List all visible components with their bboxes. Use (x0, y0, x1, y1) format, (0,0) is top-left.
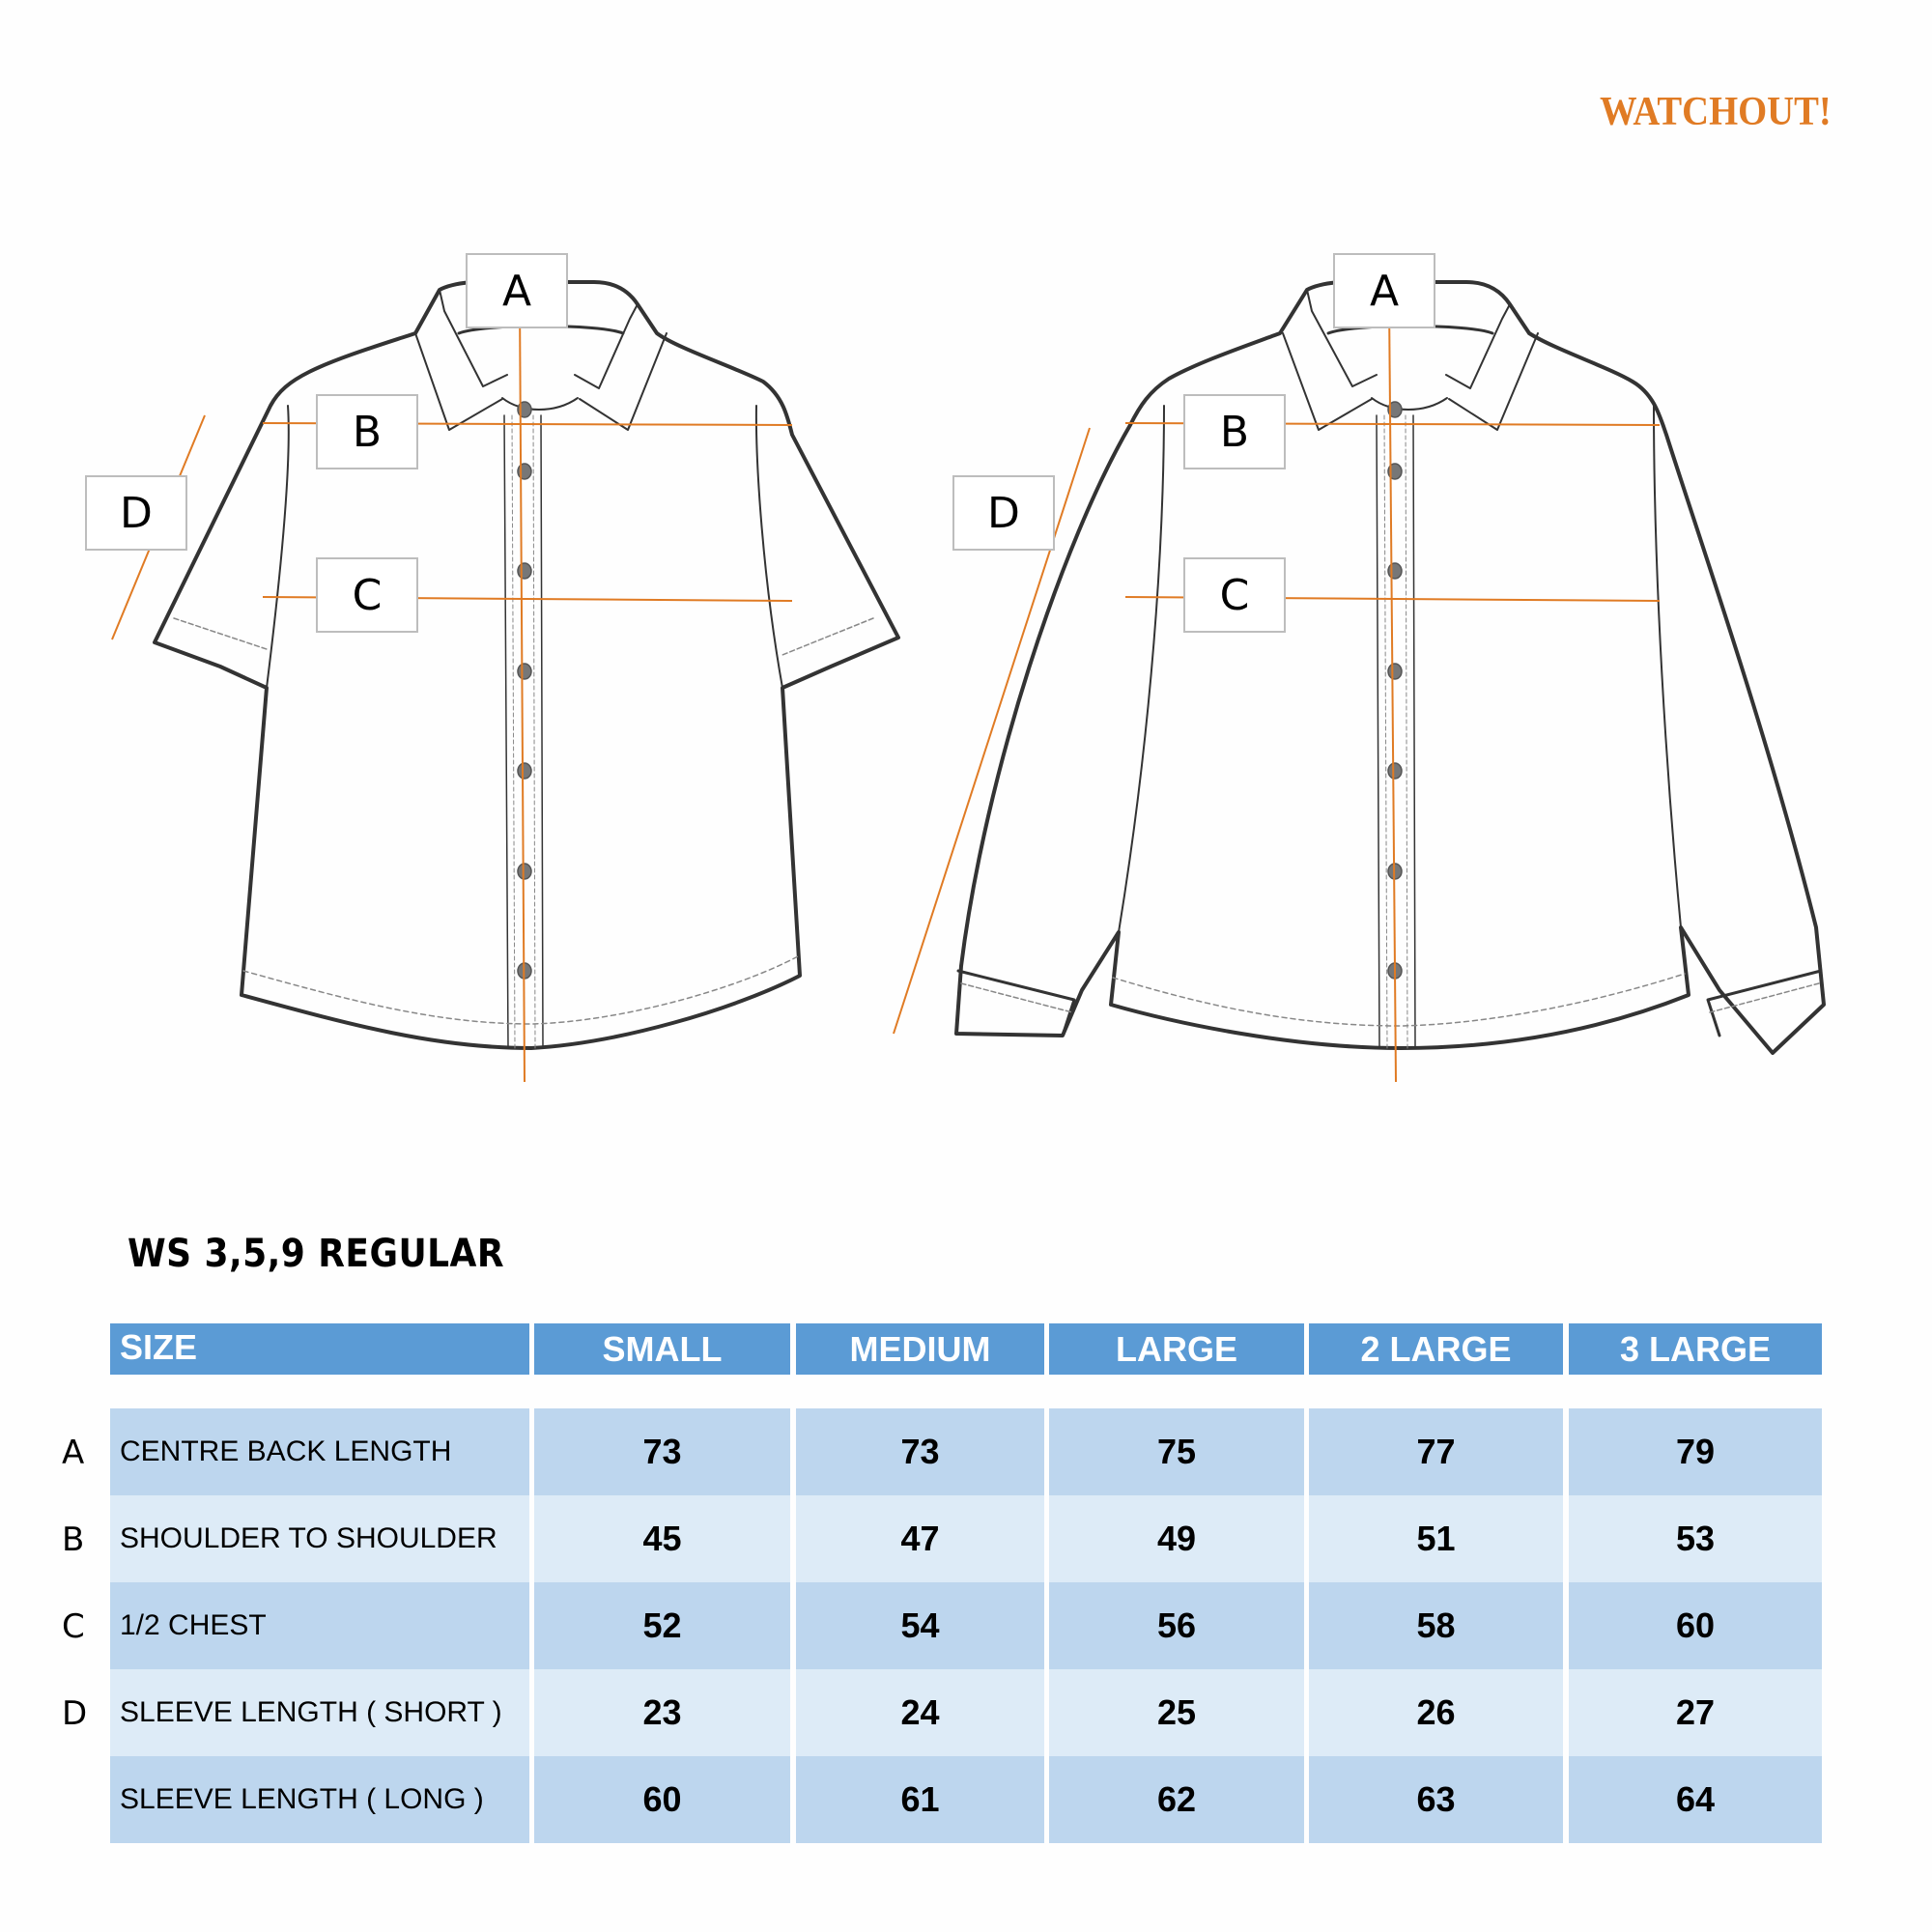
table-cell: 60 (534, 1756, 790, 1843)
table-cell: 45 (534, 1495, 790, 1582)
table-cell: 47 (796, 1495, 1044, 1582)
row-label-sleeve-length-short: SLEEVE LENGTH ( SHORT ) (110, 1669, 529, 1756)
table-cell: 61 (796, 1756, 1044, 1843)
table-cell: 73 (534, 1408, 790, 1495)
column-header-large: LARGE (1049, 1323, 1304, 1375)
table-cell: 75 (1049, 1408, 1304, 1495)
table-cell: 53 (1569, 1495, 1822, 1582)
row-label-sleeve-length-long: SLEEVE LENGTH ( LONG ) (110, 1756, 529, 1843)
table-cell: 27 (1569, 1669, 1822, 1756)
diagram-label-c-short: C (316, 557, 418, 633)
diagram-label-a-long: A (1333, 253, 1435, 328)
table-cell: 25 (1049, 1669, 1304, 1756)
row-letter-d: D (62, 1694, 88, 1733)
table-cell: 24 (796, 1669, 1044, 1756)
column-header-medium: MEDIUM (796, 1323, 1044, 1375)
table-cell: 52 (534, 1582, 790, 1669)
row-label-half-chest: 1/2 CHEST (110, 1582, 529, 1669)
diagram-label-d-long: D (952, 475, 1055, 551)
table-cell: 51 (1309, 1495, 1563, 1582)
row-label-centre-back-length: CENTRE BACK LENGTH (110, 1408, 529, 1495)
table-cell: 79 (1569, 1408, 1822, 1495)
diagram-label-b-short: B (316, 394, 418, 469)
table-cell: 62 (1049, 1756, 1304, 1843)
short-sleeve-measure-lines (112, 299, 792, 1082)
diagram-label-b-long: B (1183, 394, 1286, 469)
table-cell: 63 (1309, 1756, 1563, 1843)
table-cell: 58 (1309, 1582, 1563, 1669)
table-cell: 56 (1049, 1582, 1304, 1669)
column-header-3-large: 3 LARGE (1569, 1323, 1822, 1375)
row-label-shoulder-to-shoulder: SHOULDER TO SHOULDER (110, 1495, 529, 1582)
row-letter-c: C (62, 1607, 85, 1646)
column-header-size: SIZE (110, 1323, 529, 1375)
table-cell: 54 (796, 1582, 1044, 1669)
table-cell: 60 (1569, 1582, 1822, 1669)
brand-logo: WATCHOUT! (1600, 90, 1832, 134)
table-cell: 26 (1309, 1669, 1563, 1756)
row-letter-a: A (62, 1434, 85, 1472)
column-header-2-large: 2 LARGE (1309, 1323, 1563, 1375)
diagram-label-d-short: D (85, 475, 187, 551)
column-header-small: SMALL (534, 1323, 790, 1375)
diagram-label-a-short: A (466, 253, 568, 328)
table-cell: 64 (1569, 1756, 1822, 1843)
table-cell: 23 (534, 1669, 790, 1756)
short-sleeve-shirt-drawing (155, 281, 898, 1048)
row-letter-b: B (62, 1520, 85, 1559)
table-cell: 77 (1309, 1408, 1563, 1495)
table-cell: 73 (796, 1408, 1044, 1495)
diagram-label-c-long: C (1183, 557, 1286, 633)
size-chart-title: WS 3,5,9 REGULAR (128, 1232, 505, 1276)
table-cell: 49 (1049, 1495, 1304, 1582)
